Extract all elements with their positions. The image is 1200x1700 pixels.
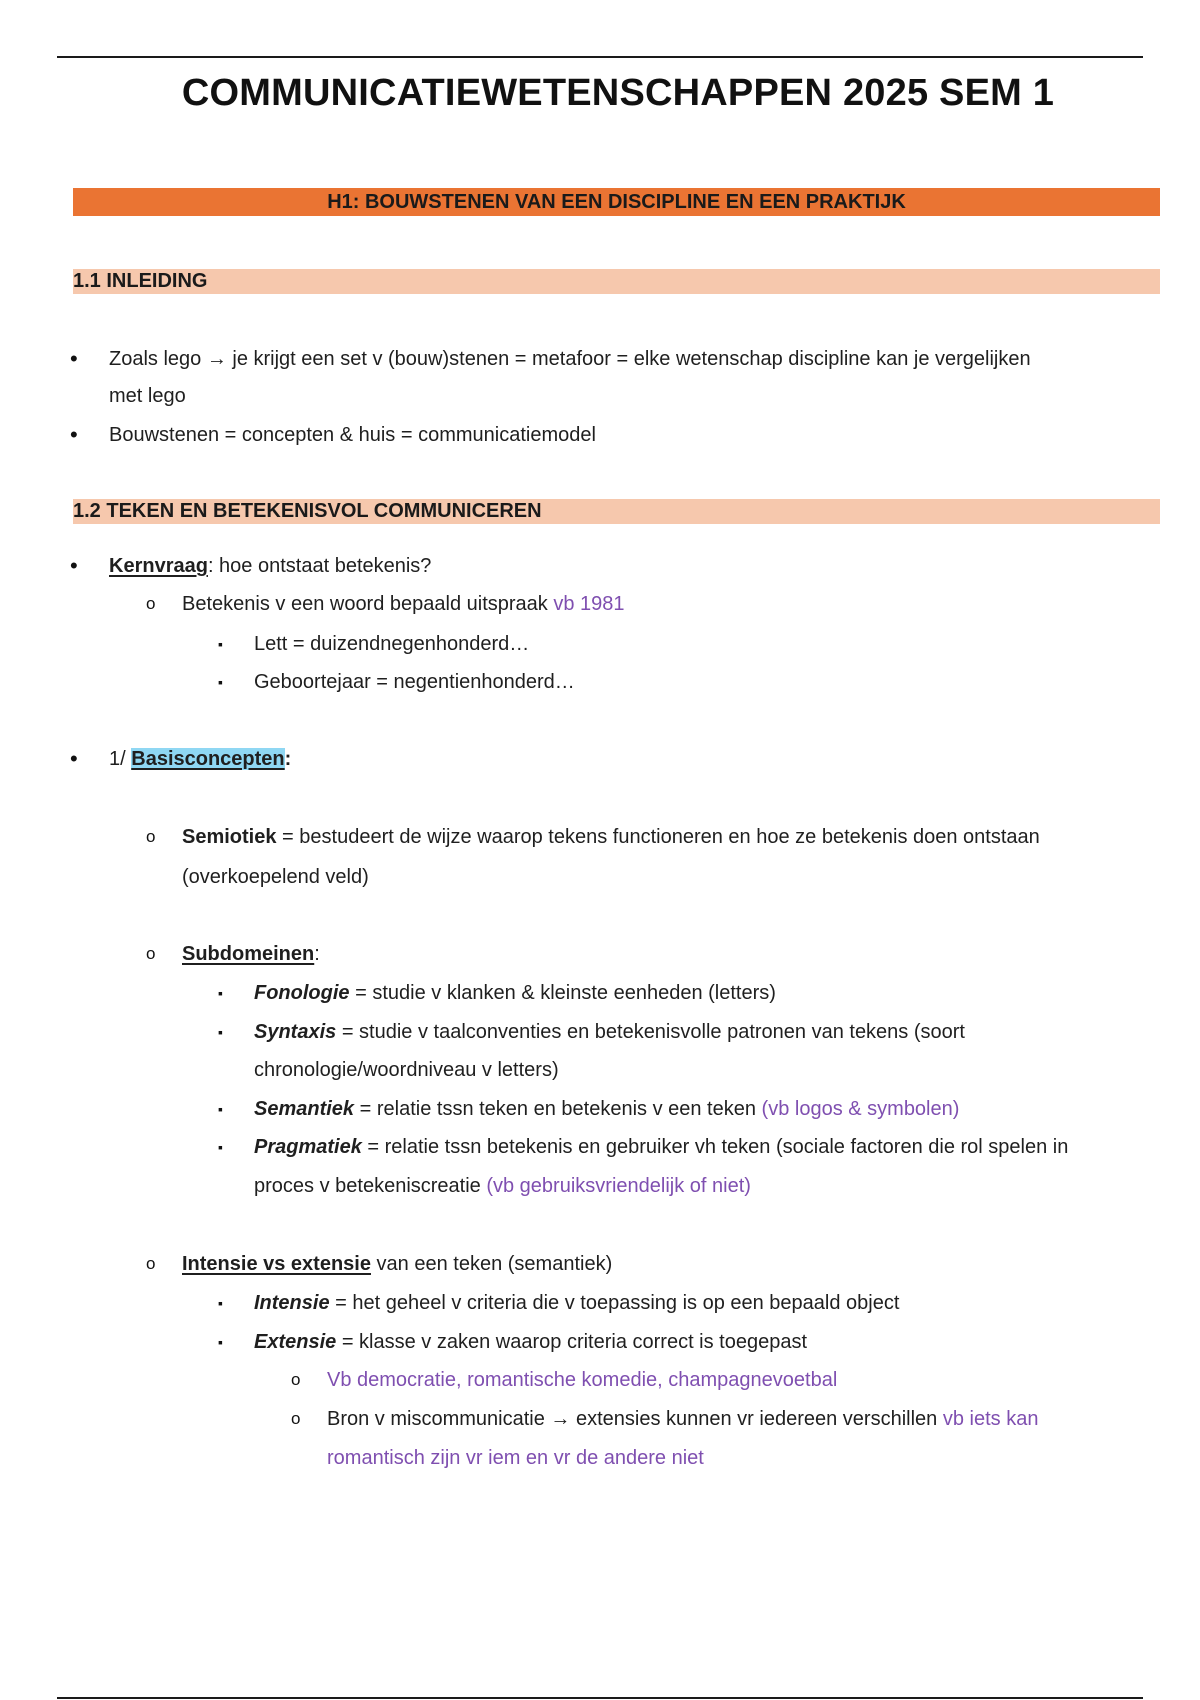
extensie-text: = klasse v zaken waarop criteria correct is toegepast [336,1331,808,1353]
bron-text: Bron v miscommunicatie → extensies kunnen vr iedereen verschillen [327,1408,943,1430]
bullet-circle: o [146,1254,156,1273]
basis-prefix: 1/ [109,748,132,770]
basisconcepten-line [109,747,291,771]
syntaxis-label: Syntaxis [254,1021,337,1043]
semiotiek-label: Semiotiek [182,826,277,848]
kernvraag-line [109,554,431,578]
semantiek-example: (vb logos & symbolen) [761,1098,960,1120]
bullet-circle: o [146,944,156,963]
section-heading-1-1: 1.1 INLEIDING [73,269,1160,294]
basis-colon: : [284,748,292,770]
bullet-square: ▪ [218,1101,223,1117]
betekenis-text: Betekenis v een woord bepaald uitspraak [182,593,554,615]
sub-colon: : [314,943,320,965]
bullet-square: ▪ [218,674,223,690]
fonologie-line [254,981,776,1005]
pragmatiek-text-2: proces v betekeniscreatie [254,1175,487,1197]
semantiek-line [254,1097,959,1121]
fonologie-label: Fonologie [254,982,350,1004]
bullet-circle: o [146,594,156,613]
bron-example-line-2: romantisch zijn vr iem en vr de andere niet [327,1447,704,1469]
bullet-disc: • [70,346,78,371]
top-rule [57,56,1143,58]
subdomeinen-label: Subdomeinen [182,943,315,965]
bullet-square: ▪ [218,985,223,1001]
betekenis-line [182,592,625,616]
bullet-square: ▪ [218,1295,223,1311]
semiotiek-line [182,825,1040,849]
text-line: met lego [109,385,186,407]
semantiek-label: Semantiek [254,1098,355,1120]
bottom-rule [57,1697,1143,1699]
semantiek-text: = relatie tssn teken en betekenis v een teken [354,1098,762,1120]
text-line: Geboortejaar = negentienhonderd… [254,671,575,693]
intensie-extensie-line [182,1252,612,1276]
intensie-label: Intensie [254,1292,330,1314]
intensie-extensie-label: Intensie vs extensie [182,1253,371,1275]
chapter-heading: H1: BOUWSTENEN VAN EEN DISCIPLINE EN EEN PRAKTIJK [73,188,1160,216]
bullet-disc: • [70,553,78,578]
bron-example: vb iets kan [942,1408,1039,1430]
section-heading-1-2: 1.2 TEKEN EN BETEKENISVOL COMMUNICEREN [73,499,1160,524]
extensie-line [254,1330,807,1354]
bullet-square: ▪ [218,1334,223,1350]
syntaxis-line [254,1020,965,1044]
intensie-line [254,1291,899,1315]
example-line: Vb democratie, romantische komedie, champagnevoetbal [327,1369,838,1391]
betekenis-example: vb 1981 [553,593,625,615]
pragmatiek-label: Pragmatiek [254,1136,362,1158]
text-line: Lett = duizendnegenhonderd… [254,633,530,655]
bron-line [327,1407,1038,1431]
text-line: Bouwstenen = concepten & huis = communicatiemodel [109,424,596,446]
subdomeinen-line [182,942,320,966]
kernvraag-text: : hoe ontstaat betekenis? [207,555,432,577]
syntaxis-text: = studie v taalconventies en betekenisvolle patronen van tekens (soort [336,1021,965,1043]
basisconcepten-label: Basisconcepten [131,748,285,770]
pragmatiek-example: (vb gebruiksvriendelijk of niet) [486,1175,751,1197]
fonologie-text: = studie v klanken & kleinste eenheden (letters) [349,982,776,1004]
pragmatiek-line-2 [254,1174,751,1198]
semiotiek-text: = bestudeert de wijze waarop tekens functioneren en hoe ze betekenis doen ontstaan [276,826,1040,848]
text-line: chronologie/woordniveau v letters) [254,1059,559,1081]
bullet-square: ▪ [218,1024,223,1040]
bullet-circle: o [291,1409,301,1428]
text-line: (overkoepelend veld) [182,866,369,888]
bullet-disc: • [70,746,78,771]
kernvraag-label: Kernvraag [109,555,208,577]
intensie-text: = het geheel v criteria die v toepassing is op een bepaald object [329,1292,900,1314]
text-line: Zoals lego → je krijgt een set v (bouw)stenen = metafoor = elke wetenschap discipline kan je vergelijken [109,348,1031,370]
document-title: COMMUNICATIEWETENSCHAPPEN 2025 SEM 1 [181,72,1055,114]
bullet-circle: o [146,827,156,846]
extensie-label: Extensie [254,1331,337,1353]
intensie-extensie-text: van een teken (semantiek) [370,1253,613,1275]
pragmatiek-text: = relatie tssn betekenis en gebruiker vh teken (sociale factoren die rol spelen in [361,1136,1069,1158]
bullet-square: ▪ [218,1139,223,1155]
bullet-circle: o [291,1370,301,1389]
bullet-disc: • [70,422,78,447]
bullet-square: ▪ [218,636,223,652]
pragmatiek-line [254,1135,1068,1159]
